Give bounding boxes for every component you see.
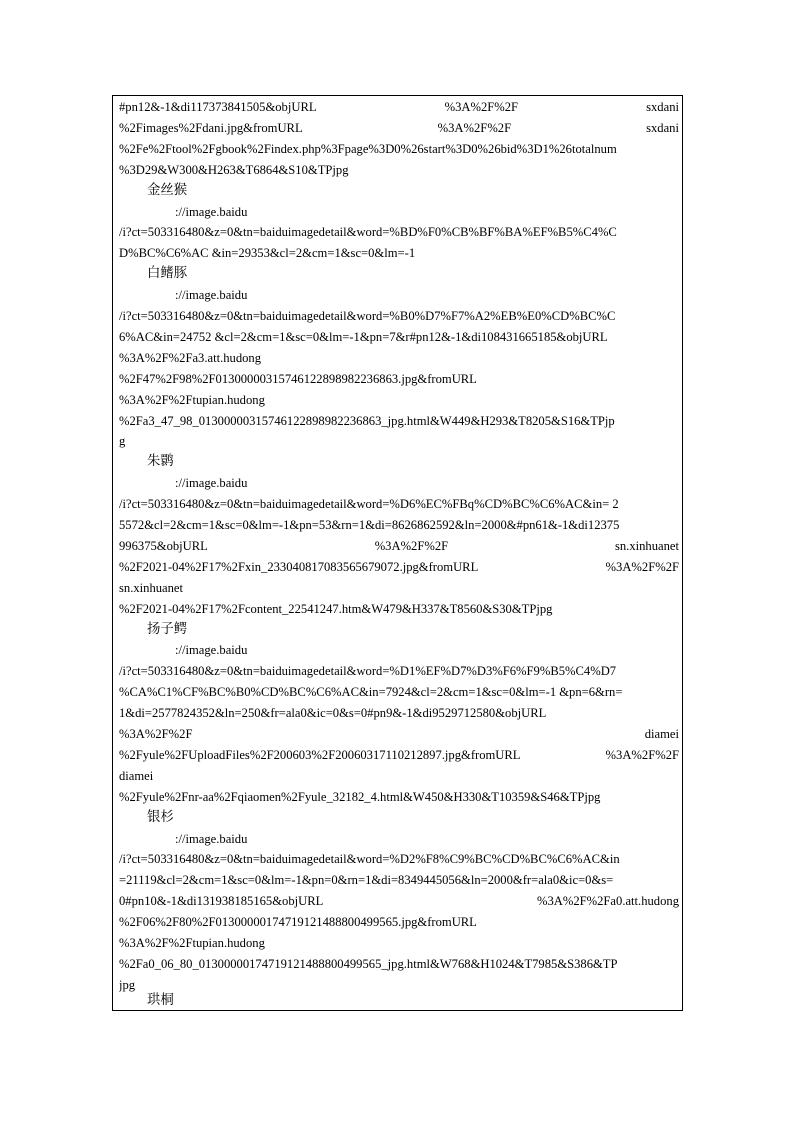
entry-title: 朱鹮 xyxy=(147,454,174,470)
entry-title: 珙桐 xyxy=(147,993,174,1008)
text-line: %3A%2F%2Ftupian.hudong xyxy=(119,392,265,407)
text-segment: %2Fimages%2Fdani.jpg&fromURL xyxy=(119,120,303,135)
entry-domain: ://image.baidu xyxy=(175,476,248,491)
text-line: %2Fa0_06_80_01300000174719121488800499565_jpg.html&W768&H1024&T7985&S386&TP xyxy=(119,956,618,971)
entry-domain: ://image.baidu xyxy=(175,288,248,303)
text-segment: diamei xyxy=(644,727,679,741)
text-line: D%BC%C6%AC &in=29353&cl=2&cm=1&sc=0&lm=-1 xyxy=(119,246,416,261)
text-line: /i?ct=503316480&z=0&tn=baiduimagedetail&word=%B0%D7%F7%A2%EB%E0%CD%BC%C xyxy=(119,309,616,323)
text-segment: %3A%2F%2F xyxy=(605,559,679,574)
text-line xyxy=(119,724,679,745)
entry-title: 金丝猴 xyxy=(147,182,188,198)
text-line: g xyxy=(119,434,126,449)
text-segment: sn.xinhuanet xyxy=(614,538,679,553)
text-line: 6%AC&in=24752 &cl=2&cm=1&sc=0&lm=-1&pn=7&r#pn12&-1&di108431665185&objURL xyxy=(119,329,608,344)
text-line: %2F06%2F80%2F01300000174719121488800499565.jpg&fromURL xyxy=(119,915,477,930)
entry-title: 扬子鳄 xyxy=(147,621,188,637)
text-line: diamei xyxy=(119,768,154,783)
text-line: %2Fe%2Ftool%2Fgbook%2Findex.php%3Fpage%3D0%26start%3D0%26bid%3D1%26totalnum xyxy=(119,141,617,156)
text-segment: %3A%2F%2F xyxy=(605,747,679,762)
text-line xyxy=(119,536,679,557)
text-line: jpg xyxy=(119,977,136,992)
text-line xyxy=(119,118,679,139)
text-line: %3D29&W300&H263&T6864&S10&TPjpg xyxy=(119,162,349,177)
text-segment: %3A%2F%2F xyxy=(119,727,193,741)
entry-title: 银杉 xyxy=(147,809,174,825)
text-segment: 996375&objURL xyxy=(119,538,208,553)
text-line xyxy=(119,557,679,578)
text-segment: sxdani xyxy=(646,120,679,135)
entry-domain: ://image.baidu xyxy=(175,204,248,219)
entry-domain: ://image.baidu xyxy=(175,831,248,846)
entry-title: 白鳍豚 xyxy=(147,266,188,282)
text-line: %2F47%2F98%2F01300000315746122898982236863.jpg&fromURL xyxy=(119,371,477,386)
text-line: sn.xinhuanet xyxy=(119,580,184,595)
text-line: %3A%2F%2Fa3.att.hudong xyxy=(119,350,262,365)
document-frame xyxy=(112,95,683,1011)
text-segment: #pn12&-1&di117373841505&objURL xyxy=(119,100,317,114)
text-line: %2Fa3_47_98_01300000315746122898982236863_jpg.html&W449&H293&T8205&S16&TPjp xyxy=(119,413,615,428)
text-line: /i?ct=503316480&z=0&tn=baiduimagedetail&word=%BD%F0%CB%BF%BA%EF%B5%C4%C xyxy=(119,225,617,240)
text-segment: sxdani xyxy=(646,100,679,114)
text-segment: %2Fyule%2FUploadFiles%2F200603%2F20060317110212897.jpg&fromURL xyxy=(119,747,521,762)
text-line xyxy=(119,97,679,118)
text-segment: %3A%2F%2F xyxy=(444,100,519,114)
text-line: %2Fyule%2Fnr-aa%2Fqiaomen%2Fyule_32182_4.html&W450&H330&T10359&S46&TPjpg xyxy=(119,789,601,804)
text-segment: %3A%2F%2F xyxy=(374,538,449,553)
text-line: %2F2021-04%2F17%2Fcontent_22541247.htm&W479&H337&T8560&S30&TPjpg xyxy=(119,601,553,616)
text-line xyxy=(119,745,679,766)
text-segment: %2F2021-04%2F17%2Fxin_233040817083565679072.jpg&fromURL xyxy=(119,559,479,574)
text-line: 1&di=2577824352&ln=250&fr=ala0&ic=0&s=0#pn9&-1&di9529712580&objURL xyxy=(119,706,547,721)
text-line: %CA%C1%CF%BC%B0%CD%BC%C6%AC&in=7924&cl=2&cm=1&sc=0&lm=-1 &pn=6&rn= xyxy=(119,685,623,700)
text-segment: %3A%2F%2Fa0.att.hudong xyxy=(536,894,679,909)
text-segment: %3A%2F%2F xyxy=(437,120,512,135)
text-line xyxy=(119,891,679,912)
text-line: %3A%2F%2Ftupian.hudong xyxy=(119,936,265,950)
entry-domain: ://image.baidu xyxy=(175,643,248,658)
text-line: /i?ct=503316480&z=0&tn=baiduimagedetail&word=%D1%EF%D7%D3%F6%F9%B5%C4%D7 xyxy=(119,664,617,679)
text-line: /i?ct=503316480&z=0&tn=baiduimagedetail&word=%D2%F8%C9%BC%CD%BC%C6%AC&in xyxy=(119,852,620,867)
text-segment: 0#pn10&-1&di131938185165&objURL xyxy=(119,894,324,909)
text-line: =21119&cl=2&cm=1&sc=0&lm=-1&pn=0&rn=1&di=8349445056&ln=2000&fr=ala0&ic=0&s= xyxy=(119,873,614,888)
text-line: 5572&cl=2&cm=1&sc=0&lm=-1&pn=53&rn=1&di=8626862592&ln=2000&#pn61&-1&di12375 xyxy=(119,518,620,532)
text-line: /i?ct=503316480&z=0&tn=baiduimagedetail&word=%D6%EC%FBq%CD%BC%C6%AC&in= 2 xyxy=(119,497,619,512)
